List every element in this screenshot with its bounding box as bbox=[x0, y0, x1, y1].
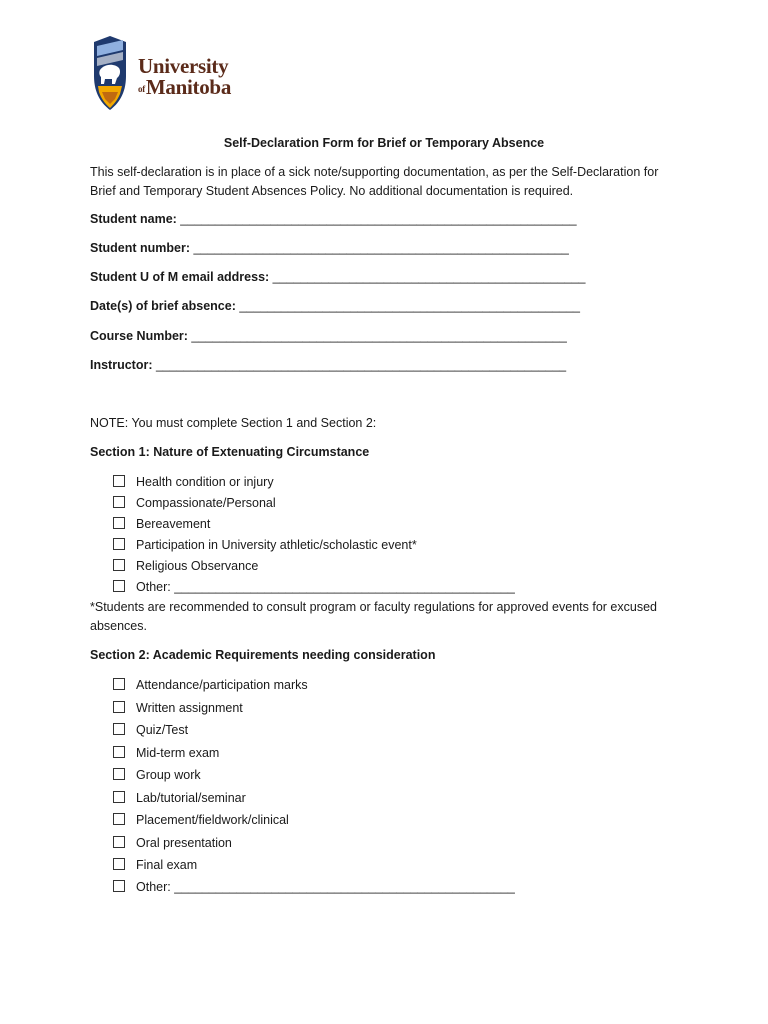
course-number-label: Course Number: bbox=[90, 329, 188, 343]
s1-option-health[interactable] bbox=[113, 473, 274, 491]
logo-wordmark-university: University bbox=[138, 54, 229, 78]
checkbox-icon[interactable] bbox=[113, 517, 125, 529]
s2-option-midterm[interactable] bbox=[113, 744, 219, 762]
s1-option-label: Participation in University athletic/scholastic event* bbox=[136, 538, 417, 552]
checkbox-icon[interactable] bbox=[113, 813, 125, 825]
student-email-label: Student U of M email address: bbox=[90, 270, 270, 284]
logo-wordmark-manitoba bbox=[138, 75, 231, 100]
student-email-field[interactable] bbox=[90, 270, 586, 284]
s2-option-label: Quiz/Test bbox=[136, 723, 189, 737]
s2-option-label: Written assignment bbox=[136, 701, 243, 715]
absence-dates-field[interactable] bbox=[90, 299, 580, 313]
s1-option-label: Other: _________________________________________________ bbox=[136, 580, 515, 594]
logo-of: of bbox=[138, 84, 145, 94]
checkbox-icon[interactable] bbox=[113, 580, 125, 592]
section-1-heading: Section 1: Nature of Extenuating Circumstance bbox=[90, 445, 370, 459]
intro-line-1: This self-declaration is in place of a sick note/supporting documentation, as per the Self-Declaration for bbox=[90, 165, 659, 179]
s2-option-label: Placement/fieldwork/clinical bbox=[136, 813, 289, 827]
logo-manitoba: Manitoba bbox=[145, 75, 232, 99]
checkbox-icon[interactable] bbox=[113, 678, 125, 690]
checkbox-icon[interactable] bbox=[113, 880, 125, 892]
s2-option-attendance[interactable] bbox=[113, 676, 308, 694]
s1-option-label: Religious Observance bbox=[136, 559, 259, 573]
section-2-heading: Section 2: Academic Requirements needing consideration bbox=[90, 648, 436, 662]
s2-option-written[interactable] bbox=[113, 699, 243, 717]
course-number-line[interactable]: ______________________________________________________ bbox=[187, 329, 567, 343]
absence-dates-line[interactable]: _________________________________________________ bbox=[235, 299, 580, 313]
s1-option-other[interactable] bbox=[113, 578, 515, 596]
student-number-label: Student number: bbox=[90, 241, 190, 255]
checkbox-icon[interactable] bbox=[113, 496, 125, 508]
intro-paragraph bbox=[90, 163, 690, 201]
s1-option-compassionate[interactable] bbox=[113, 494, 276, 512]
s2-option-label: Final exam bbox=[136, 858, 198, 872]
bison-shield-icon bbox=[90, 36, 130, 112]
s2-option-group[interactable] bbox=[113, 766, 201, 784]
s2-option-lab[interactable] bbox=[113, 789, 246, 807]
s1-option-label: Health condition or injury bbox=[136, 475, 274, 489]
student-email-line[interactable]: _____________________________________________ bbox=[269, 270, 586, 284]
checkbox-icon[interactable] bbox=[113, 538, 125, 550]
s2-option-placement[interactable] bbox=[113, 811, 289, 829]
s2-option-other[interactable] bbox=[113, 878, 515, 896]
student-number-field[interactable] bbox=[90, 241, 569, 255]
instructor-label: Instructor: bbox=[90, 358, 153, 372]
instructor-field[interactable] bbox=[90, 358, 566, 372]
s2-option-oral[interactable] bbox=[113, 834, 232, 852]
s2-option-label: Oral presentation bbox=[136, 836, 232, 850]
checkbox-icon[interactable] bbox=[113, 768, 125, 780]
s1-option-religious[interactable] bbox=[113, 557, 258, 575]
checkbox-icon[interactable] bbox=[113, 559, 125, 571]
student-number-line[interactable]: ______________________________________________________ bbox=[190, 241, 569, 255]
s2-option-label: Attendance/participation marks bbox=[136, 678, 308, 692]
checkbox-icon[interactable] bbox=[113, 701, 125, 713]
section-1-footnote bbox=[90, 598, 690, 636]
intro-line-2: Brief and Temporary Student Absences Policy. No additional documentation is required. bbox=[90, 184, 574, 198]
note-text: NOTE: You must complete Section 1 and Section 2: bbox=[90, 416, 377, 430]
student-name-field[interactable] bbox=[90, 212, 577, 226]
s1-option-athletic[interactable] bbox=[113, 536, 417, 554]
checkbox-icon[interactable] bbox=[113, 858, 125, 870]
checkbox-icon[interactable] bbox=[113, 746, 125, 758]
s1-option-label: Compassionate/Personal bbox=[136, 496, 276, 510]
s2-option-label: Lab/tutorial/seminar bbox=[136, 791, 246, 805]
s2-option-final[interactable] bbox=[113, 856, 197, 874]
s2-option-label: Group work bbox=[136, 768, 201, 782]
s1-option-label: Bereavement bbox=[136, 517, 211, 531]
form-title: Self-Declaration Form for Brief or Temporary Absence bbox=[223, 136, 545, 150]
checkbox-icon[interactable] bbox=[113, 475, 125, 487]
s2-option-label: Mid-term exam bbox=[136, 746, 220, 760]
instructor-line[interactable]: ___________________________________________________________ bbox=[152, 358, 567, 372]
s1-option-bereavement[interactable] bbox=[113, 515, 210, 533]
checkbox-icon[interactable] bbox=[113, 791, 125, 803]
university-logo bbox=[90, 36, 250, 112]
student-name-label: Student name: bbox=[90, 212, 177, 226]
footnote-line-1: *Students are recommended to consult program or faculty regulations for approved events for excused bbox=[90, 600, 657, 614]
checkbox-icon[interactable] bbox=[113, 723, 125, 735]
course-number-field[interactable] bbox=[90, 329, 567, 343]
checkbox-icon[interactable] bbox=[113, 836, 125, 848]
s2-option-label: Other: _________________________________________________ bbox=[136, 880, 515, 894]
absence-dates-label: Date(s) of brief absence: bbox=[90, 299, 236, 313]
student-name-line[interactable]: _________________________________________________________ bbox=[176, 212, 577, 226]
s2-option-quiz[interactable] bbox=[113, 721, 188, 739]
footnote-line-2: absences. bbox=[90, 619, 147, 633]
